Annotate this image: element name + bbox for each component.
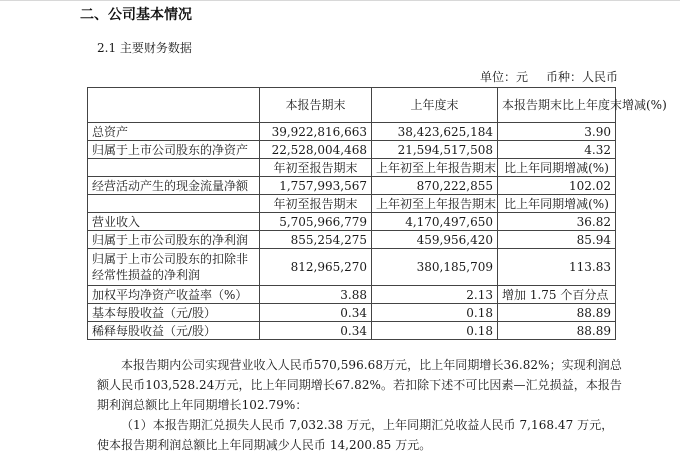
table-row [88,249,616,286]
row-label: 稀释每股收益（元/股） [88,322,260,340]
cell-value: 0.18 [372,322,498,340]
table-row [88,177,616,195]
fx-note-paragraph: （1）本报告期汇兑损失人民币 7,032.38 万元，上年同期汇兑收益人民币 7,168.47 万元，使本报告期利润总额比上年同期减少人民币 14,200.85 万元。 [97,418,614,452]
subheader-yoy-change: 比上年同期增减(%) [498,159,616,177]
cell-value: 22,528,004,468 [260,141,372,159]
unit-line [480,69,618,85]
cell-value: 0.34 [260,304,372,322]
cell-value: 39,922,816,663 [260,123,372,141]
cell-value: 增加 1.75 个百分点 [498,286,616,304]
header-last-year-end: 上年度末 [372,88,498,123]
cell-value: 21,594,517,508 [372,141,498,159]
cell-value: 88.89 [498,304,616,322]
cell-value: 459,956,420 [372,231,498,249]
cell-value: 3.88 [260,286,372,304]
row-label: 总资产 [88,123,260,141]
cell-value: 870,222,855 [372,177,498,195]
row-label: 基本每股收益（元/股） [88,304,260,322]
subheader-prior-ytd: 上年初至上年报告期末 [372,195,498,213]
subsection-title: 2.1 主要财务数据 [97,41,192,55]
table-row [88,141,616,159]
cell-value: 113.83 [498,249,616,286]
subheader-blank-cell [88,159,260,177]
cell-value: 3.90 [498,123,616,141]
summary-paragraph: 本报告期内公司实现营业收入人民币570,596.68万元，比上年同期增长36.82%；实现利润总额人民币103,528.24万元，比上年同期增长67.82%。若扣除下述不可比因素—汇兑损益，本报告期利润总额比上年同期增长102.79%： [97,358,622,412]
table-header-row [88,88,616,123]
row-label: 归属于上市公司股东的扣除非经常性损益的净利润 [88,249,260,286]
cell-value: 4.32 [498,141,616,159]
cell-value: 88.89 [498,322,616,340]
subheader-blank-cell [88,195,260,213]
row-label: 归属于上市公司股东的净资产 [88,141,260,159]
cell-value: 855,254,275 [260,231,372,249]
row-label: 经营活动产生的现金流量净额 [88,177,260,195]
row-label: 加权平均净资产收益率（%） [88,286,260,304]
table-row [88,322,616,340]
currency-label: 币种：人民币 [545,70,618,84]
row-label: 归属于上市公司股东的净利润 [88,231,260,249]
top-rule [0,0,680,1]
cell-value: 812,965,270 [260,249,372,286]
table-row [88,304,616,322]
cell-value: 36.82 [498,213,616,231]
unit-label: 单位：元 [479,70,528,84]
table-subheader-row [88,159,616,177]
table-row [88,231,616,249]
header-blank-cell [88,88,260,123]
header-period-end: 本报告期末 [260,88,372,123]
cell-value: 5,705,966,779 [260,213,372,231]
cell-value: 2.13 [372,286,498,304]
cell-value: 38,423,625,184 [372,123,498,141]
table-row [88,123,616,141]
subheader-prior-ytd: 上年初至上年报告期末 [372,159,498,177]
cell-value: 380,185,709 [372,249,498,286]
section-title: 二、公司基本情况 [80,7,192,23]
table-row [88,213,616,231]
row-label: 营业收入 [88,213,260,231]
cell-value: 85.94 [498,231,616,249]
subheader-ytd: 年初至报告期末 [260,159,372,177]
header-change-pct: 本报告期末比上年度末增减(%) [498,88,616,123]
subheader-yoy-change: 比上年同期增减(%) [498,195,616,213]
cell-value: 4,170,497,650 [372,213,498,231]
cell-value: 0.34 [260,322,372,340]
table-row [88,286,616,304]
cell-value: 0.18 [372,304,498,322]
financial-data-table [87,87,667,340]
table-subheader-row [88,195,616,213]
cell-value: 1,757,993,567 [260,177,372,195]
cell-value: 102.02 [498,177,616,195]
subheader-ytd: 年初至报告期末 [260,195,372,213]
